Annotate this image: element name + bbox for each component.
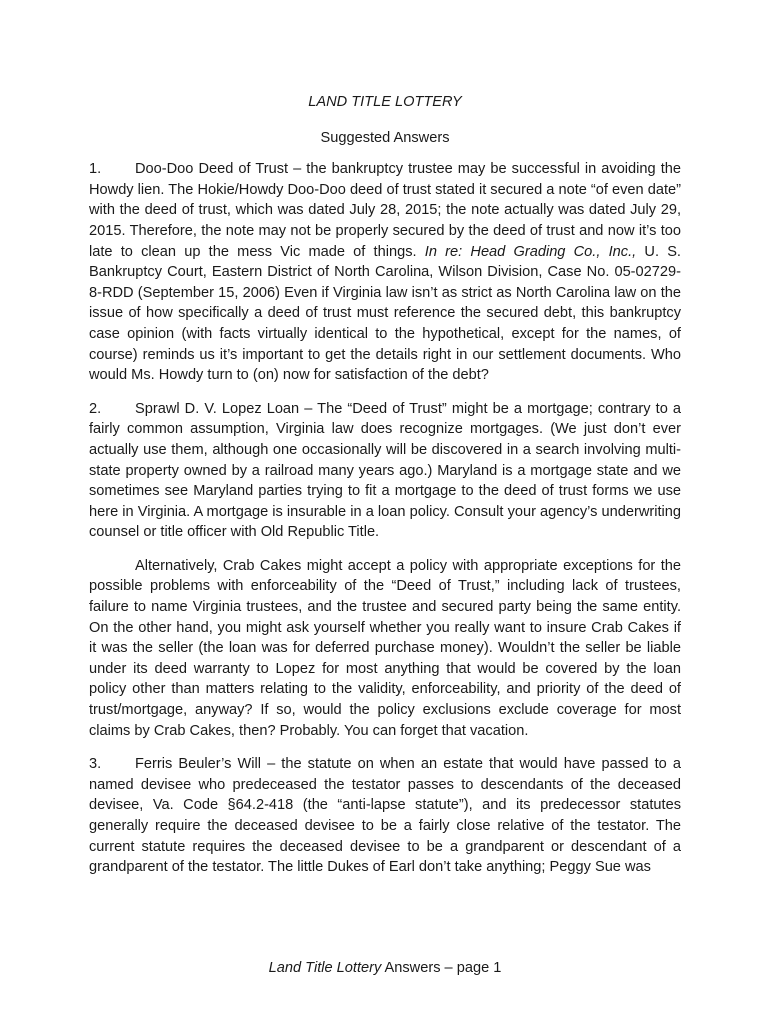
document-subtitle: Suggested Answers: [320, 129, 450, 146]
footer-page-label: Answers – page 1: [381, 960, 502, 976]
section-2-continuation-paragraph: [89, 556, 681, 741]
footer-document-title: Land Title Lottery: [268, 960, 382, 976]
section-1-text-b: U. S. Bankruptcy Court, Eastern District of North Carolina, Wilson Division, Case No. 05-02729-8-RDD (September 15, 2006) Even if Virginia law isn’t as strict as North Carolina law on the issue of how specifically a deed of trust must reference the secured debt, this bankruptcy case opinion (with facts virtually identical to the hypothetical, except for the names, of course) reminds us it’s important to get the details right in our settlement documents. Who would Ms. Howdy turn to (on) now for satisfaction of the debt?: [89, 243, 681, 384]
section-1-text-a: Doo-Doo Deed of Trust – the bankruptcy trustee may be successful in avoiding the Howdy lien. The Hokie/Howdy Doo-Doo deed of trust stated it secured a note “of even date” with the deed of trust, which was dated July 28, 2015; the note actually was dated July 29, 2015. Therefore, the note may not be properly secured by the deed of trust and now it’s too late to clean up the mess Vic made of things.: [89, 161, 681, 260]
document-title: LAND TITLE LOTTERY: [308, 94, 462, 110]
section-1-number: 1.: [89, 161, 102, 178]
section-1-paragraph: [89, 159, 681, 386]
section-2-continuation-text: Alternatively, Crab Cakes might accept a policy with appropriate exceptions for the possible problems with enforceability of the “Deed of Trust,” including lack of trustees, failure to name Virginia trustees, and the trustee and secured party being the same entity. On the other hand, you might ask yourself whether you really want to insure Crab Cakes if it was the seller (the loan was for deferred purchase money). Wouldn’t the seller be liable under its deed warranty to Lopez for most anything that would be covered by the loan policy other than matters relating to the validity, enforceability, and priority of the deed of trust/mortgage, anyway? If so, would the policy exclusions exclude coverage for most claims by Crab Cakes, then? Probably. You can forget that vacation.: [89, 557, 681, 739]
section-1-case-citation: In re: Head Grading Co., Inc.,: [424, 243, 637, 260]
section-2-number: 2.: [89, 400, 102, 417]
section-2-paragraph: [89, 399, 681, 543]
section-2-text: Sprawl D. V. Lopez Loan – The “Deed of Trust” might be a mortgage; contrary to a fairly common assumption, Virginia law does recognize mortgages. (We just don’t ever actually use them, although one occasionally will be discovered in a search involving multi-state property owned by a railroad many years ago.) Maryland is a mortgage state and we sometimes see Maryland parties trying to fit a mortgage to the deed of trust forms we use here in Virginia. A mortgage is insurable in a loan policy. Consult your agency’s underwriting counsel or title officer with Old Republic Title.: [89, 400, 681, 541]
section-3-text: Ferris Beuler’s Will – the statute on when an estate that would have passed to a named devisee who predeceased the testator passes to descendants of the deceased devisee, Va. Code §64.2-418 (the “anti-lapse statute”), and its predecessor statutes generally require the deceased devisee to be a fairly close relative of the testator. The current statute requires the deceased devisee to be a grandparent or descendant of a grandparent of the testator. The little Dukes of Earl don’t take anything; Peggy Sue was: [89, 756, 681, 876]
page-footer: [0, 958, 770, 978]
section-3-number: 3.: [89, 756, 102, 773]
document-body: [89, 92, 681, 891]
section-3-paragraph: [89, 754, 681, 878]
